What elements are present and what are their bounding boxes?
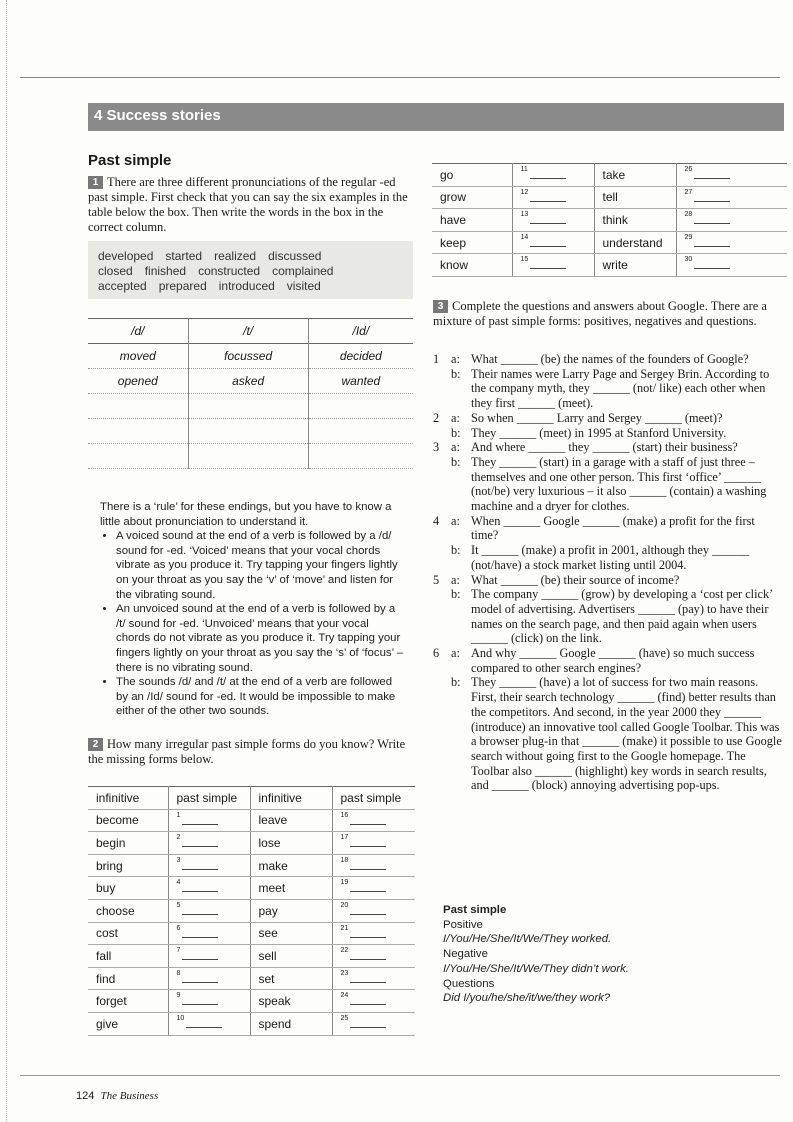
qa-letter: b:	[451, 366, 461, 381]
answer-blank	[350, 968, 386, 983]
blank-number: 14	[520, 233, 529, 241]
past-simple-blank	[512, 164, 594, 187]
exercise-1-text: There are three different pronunciations of the regular -ed past simple. First check that you can say the six examples in the table below the box. Then write the words in the box in the correct column.	[88, 175, 408, 234]
infinitive-cell: write	[594, 254, 676, 277]
irr-header: infinitive	[250, 787, 332, 810]
qa-text: Their names were Larry Page and Sergey Brin. According to the company myth, they ______ (not/ like) each other when they first ______ (meet).	[471, 366, 770, 411]
qa-item	[433, 514, 783, 543]
past-simple-blank	[512, 186, 594, 209]
infinitive-cell: understand	[594, 231, 676, 254]
irr-row	[88, 945, 415, 968]
qa-letter: b:	[451, 454, 461, 469]
word-box-line	[98, 249, 413, 264]
rule-item: • An unvoiced sound at the end of a verb is followed by a /t/ sound for -ed. ‘Unvoiced’ means that your vocal chords do not vibrate as you produce it. Try tapping your fingers lightly on your throat as you say the ‘s’ of ‘focus’ – there is no vibrating sound.	[116, 602, 405, 675]
infinitive-cell: choose	[88, 899, 168, 922]
answer-blank	[694, 254, 730, 269]
qa-item	[433, 675, 783, 793]
qa-item	[433, 573, 783, 588]
pronunciation-rules	[100, 500, 405, 719]
qa-text: It ______ (make) a profit in 2001, although they ______ (not/have) a stock market listing until 2004.	[471, 543, 749, 572]
qa-number: 2	[433, 410, 440, 425]
blank-number: 16	[340, 811, 349, 819]
past-simple-blank	[168, 945, 250, 968]
exercise-1-instructions	[88, 175, 413, 235]
past-simple-blank	[168, 899, 250, 922]
qa-letter: a:	[451, 572, 460, 587]
irr-row	[88, 854, 415, 877]
qa-item	[433, 646, 783, 675]
page-number: 124	[76, 1090, 95, 1102]
blank-number: 6	[176, 924, 181, 932]
irr-row	[88, 1012, 415, 1035]
past-simple-blank	[332, 899, 415, 922]
word-box-word: finished	[144, 264, 187, 278]
blank-number: 25	[340, 1014, 349, 1022]
infinitive-cell: spend	[250, 1012, 332, 1035]
qa-text: So when ______ Larry and Sergey ______ (meet)?	[471, 410, 723, 425]
infinitive-cell: grow	[432, 186, 512, 209]
word-box-word: developed	[98, 249, 154, 263]
irr-row	[432, 231, 787, 254]
pron-row	[88, 369, 413, 394]
rules-intro: There is a ‘rule’ for these endings, but you have to know a little about pronunciation to understand it.	[100, 501, 392, 528]
infinitive-cell: cost	[88, 922, 168, 945]
answer-blank	[530, 209, 566, 224]
word-box-word: constructed	[198, 264, 261, 278]
irr-header-row	[88, 787, 415, 810]
google-questions	[433, 352, 783, 793]
past-simple-blank	[168, 877, 250, 900]
qa-text: The company ______ (grow) by developing a ‘cost per click’ model of advertising. Advertisers ______ (pay) to have their names on the search page, and then paid again when users ______ (click) on the link.	[471, 587, 773, 646]
exercise-2-instructions	[88, 737, 408, 767]
past-simple-blank	[332, 967, 415, 990]
qa-number: 5	[433, 572, 440, 587]
past-simple-blank	[512, 231, 594, 254]
irr-header: past simple	[168, 787, 250, 810]
infinitive-cell: set	[250, 967, 332, 990]
grammar-negative: I/You/He/She/It/We/They didn’t work.	[443, 962, 629, 975]
qa-letter: a:	[451, 646, 460, 661]
page-footer	[76, 1090, 158, 1102]
blank-number: 2	[176, 834, 181, 842]
past-simple-blank	[676, 209, 787, 232]
answer-blank	[182, 832, 218, 847]
pron-cell	[188, 419, 308, 444]
past-simple-blank	[332, 945, 415, 968]
irr-row	[88, 967, 415, 990]
answer-blank	[182, 855, 218, 870]
unit-banner	[88, 103, 784, 131]
past-simple-blank	[676, 254, 787, 277]
answer-blank	[694, 232, 730, 247]
blank-number: 7	[176, 947, 181, 955]
pron-cell: focussed	[188, 344, 308, 369]
past-simple-blank	[168, 990, 250, 1013]
blank-number: 3	[176, 856, 181, 864]
answer-blank	[350, 900, 386, 915]
blank-number: 18	[340, 856, 349, 864]
past-simple-blank	[332, 877, 415, 900]
word-box-word: realized	[214, 249, 257, 263]
answer-blank	[182, 900, 218, 915]
qa-number: 3	[433, 440, 440, 455]
exercise-number-2: 2	[88, 738, 103, 751]
infinitive-cell: fall	[88, 945, 168, 968]
answer-blank	[350, 877, 386, 892]
blank-number: 21	[340, 924, 349, 932]
word-box-word: introduced	[218, 279, 275, 293]
infinitive-cell: forget	[88, 990, 168, 1013]
qa-item	[433, 426, 783, 441]
blank-number: 12	[520, 188, 529, 196]
qa-item	[433, 367, 783, 411]
grammar-questions: Did I/you/he/she/it/we/they work?	[443, 992, 611, 1005]
qa-item	[433, 440, 783, 455]
irregular-verbs-table-1	[88, 786, 415, 1036]
pron-cell	[88, 419, 188, 444]
past-simple-blank	[168, 809, 250, 832]
infinitive-cell: take	[594, 164, 676, 187]
grammar-box	[443, 903, 743, 1006]
exercise-2-text: How many irregular past simple forms do you know? Write the missing forms below.	[88, 737, 406, 766]
qa-item	[433, 352, 783, 367]
grammar-positive-label: Positive	[443, 918, 483, 931]
qa-text: And why ______ Google ______ (have) so much success compared to other search engines?	[471, 646, 755, 675]
answer-blank	[694, 187, 730, 202]
pron-cell: moved	[88, 344, 188, 369]
blank-number: 23	[340, 969, 349, 977]
blank-number: 13	[520, 211, 529, 219]
word-box-word: complained	[272, 264, 334, 278]
infinitive-cell: tell	[594, 186, 676, 209]
word-box-word: prepared	[158, 279, 207, 293]
qa-text: And where ______ they ______ (start) their business?	[471, 440, 738, 455]
answer-blank	[530, 254, 566, 269]
past-simple-blank	[676, 231, 787, 254]
blank-number: 10	[176, 1014, 185, 1022]
blank-number: 30	[684, 256, 693, 264]
blank-number: 20	[340, 901, 349, 909]
answer-blank	[350, 923, 386, 938]
blank-number: 26	[684, 166, 693, 173]
pron-cell	[88, 394, 188, 419]
word-box-line	[98, 279, 413, 294]
blank-number: 24	[340, 992, 349, 1000]
past-simple-blank	[332, 922, 415, 945]
past-simple-blank	[168, 922, 250, 945]
page-edge	[6, 0, 13, 1122]
irr-header: past simple	[332, 787, 415, 810]
qa-letter: b:	[451, 587, 461, 602]
irr-row	[88, 990, 415, 1013]
qa-item	[433, 411, 783, 426]
past-simple-blank	[512, 209, 594, 232]
answer-blank	[182, 968, 218, 983]
book-title: The Business	[100, 1090, 159, 1102]
infinitive-cell: sell	[250, 945, 332, 968]
answer-blank	[182, 990, 218, 1005]
pron-cell: asked	[188, 369, 308, 394]
blank-number: 1	[176, 811, 181, 819]
grammar-negative-label: Negative	[443, 948, 488, 961]
irr-row	[432, 254, 787, 277]
infinitive-cell: bring	[88, 854, 168, 877]
past-simple-blank	[676, 164, 787, 187]
infinitive-cell: see	[250, 922, 332, 945]
infinitive-cell: go	[432, 164, 512, 187]
irr-row	[432, 186, 787, 209]
infinitive-cell: lose	[250, 832, 332, 855]
infinitive-cell: buy	[88, 877, 168, 900]
word-box-line	[98, 264, 413, 279]
past-simple-blank	[168, 967, 250, 990]
grammar-title: Past simple	[443, 904, 507, 916]
infinitive-cell: leave	[250, 809, 332, 832]
past-simple-blank	[332, 832, 415, 855]
qa-text: They ______ (start) in a garage with a staff of just three – themselves and one other person. This first ‘office’ ______ (not/be) very luxurious – it also ______ (contain) a washing machine and a dryer for clothes.	[471, 454, 767, 514]
qa-text: What ______ (be) their source of income?	[471, 572, 680, 587]
irr-row	[88, 877, 415, 900]
qa-letter: a:	[451, 410, 460, 425]
irr-row	[432, 209, 787, 232]
infinitive-cell: meet	[250, 877, 332, 900]
blank-number: 19	[340, 879, 349, 887]
infinitive-cell: become	[88, 809, 168, 832]
pron-header: /t/	[188, 319, 308, 344]
answer-blank	[350, 990, 386, 1005]
answer-blank	[694, 164, 730, 179]
irr-row	[88, 922, 415, 945]
infinitive-cell: know	[432, 254, 512, 277]
pron-cell	[308, 394, 413, 419]
blank-number: 15	[520, 256, 529, 264]
grammar-positive: I/You/He/She/It/We/They worked.	[443, 933, 612, 946]
qa-number: 1	[433, 352, 440, 366]
pron-row	[88, 444, 413, 469]
infinitive-cell: make	[250, 854, 332, 877]
qa-number: 4	[433, 513, 440, 528]
pron-cell	[88, 444, 188, 469]
past-simple-blank	[168, 854, 250, 877]
qa-text: When ______ Google ______ (make) a profit for the first time?	[471, 513, 755, 543]
past-simple-blank	[332, 1012, 415, 1035]
past-simple-blank	[332, 809, 415, 832]
blank-number: 22	[340, 947, 349, 955]
word-box-word: closed	[98, 264, 133, 278]
infinitive-cell: have	[432, 209, 512, 232]
word-box-word: accepted	[98, 279, 147, 293]
qa-text: What ______ (be) the names of the founders of Google?	[471, 352, 749, 366]
answer-blank	[182, 923, 218, 938]
blank-number: 28	[684, 211, 693, 219]
irr-row	[88, 832, 415, 855]
blank-number: 27	[684, 188, 693, 196]
pron-cell: wanted	[308, 369, 413, 394]
pron-header: /Id/	[308, 319, 413, 344]
irregular-verbs-table-2	[432, 163, 787, 277]
pron-cell: decided	[308, 344, 413, 369]
past-simple-blank	[332, 990, 415, 1013]
answer-blank	[350, 810, 386, 825]
past-simple-blank	[168, 832, 250, 855]
pron-cell: opened	[88, 369, 188, 394]
word-box-word: discussed	[268, 249, 322, 263]
infinitive-cell: speak	[250, 990, 332, 1013]
bottom-rule	[20, 1075, 780, 1076]
blank-number: 11	[520, 166, 528, 173]
qa-letter: a:	[451, 352, 460, 366]
pron-cell	[308, 419, 413, 444]
past-simple-blank	[512, 254, 594, 277]
qa-number: 6	[433, 646, 440, 661]
word-box-word: visited	[286, 279, 321, 293]
infinitive-cell: find	[88, 967, 168, 990]
answer-blank	[350, 855, 386, 870]
blank-number: 8	[176, 969, 181, 977]
word-box	[88, 241, 413, 299]
rule-item: • A voiced sound at the end of a verb is followed by a /d/ sound for -ed. ‘Voiced’ means that your vocal chords vibrate as you produce it. Try tapping your fingers lightly on your throat as you say the ‘v’ of ‘move’ and listen for the vibrating sound.	[116, 529, 405, 602]
qa-item	[433, 543, 783, 572]
blank-number: 17	[340, 834, 349, 842]
top-rule	[20, 77, 780, 78]
word-box-word: started	[165, 249, 203, 263]
qa-letter: a:	[451, 440, 460, 455]
answer-blank	[530, 164, 566, 179]
exercise-number-1: 1	[88, 176, 103, 189]
irr-header: infinitive	[88, 787, 168, 810]
irr-row	[432, 164, 787, 187]
answer-blank	[186, 1013, 222, 1028]
pron-header: /d/	[88, 319, 188, 344]
exercise-3-instructions	[433, 299, 783, 329]
qa-item	[433, 587, 783, 646]
infinitive-cell: pay	[250, 899, 332, 922]
qa-letter: a:	[451, 513, 460, 528]
qa-letter: b:	[451, 675, 461, 690]
blank-number: 5	[176, 901, 181, 909]
past-simple-blank	[332, 854, 415, 877]
infinitive-cell: begin	[88, 832, 168, 855]
answer-blank	[182, 810, 218, 825]
answer-blank	[350, 1013, 386, 1028]
unit-title: 4 Success stories	[94, 107, 221, 124]
rules-list	[100, 529, 405, 719]
answer-blank	[350, 832, 386, 847]
answer-blank	[182, 945, 218, 960]
qa-text: They ______ (meet) in 1995 at Stanford University.	[471, 425, 727, 440]
rule-item: • The sounds /d/ and /t/ at the end of a verb are followed by an /Id/ sound for -ed. It would be impossible to make either of the other two sounds.	[116, 675, 405, 719]
pron-cell	[188, 394, 308, 419]
pron-cell	[188, 444, 308, 469]
qa-item	[433, 455, 783, 514]
pron-row	[88, 394, 413, 419]
qa-letter: b:	[451, 543, 461, 558]
exercise-3-text: Complete the questions and answers about Google. There are a mixture of past simple forms: positives, negatives and questions.	[433, 299, 767, 328]
past-simple-blank	[168, 1012, 250, 1035]
blank-number: 4	[176, 879, 181, 887]
past-simple-blank	[676, 186, 787, 209]
qa-letter: b:	[451, 425, 461, 440]
grammar-questions-label: Questions	[443, 977, 495, 990]
section-heading: Past simple	[88, 152, 172, 169]
answer-blank	[530, 187, 566, 202]
infinitive-cell: give	[88, 1012, 168, 1035]
qa-text: They ______ (have) a lot of success for two main reasons. First, their search technology ______ (find) better results than the competitors. And second, in the year 2000 they ______ (introduce) an innovative tool called Google Toolbar. This was a browser plug-in that ______ (make) it possible to use Google search without going first to the Google homepage. The Toolbar also ______ (highlight) key words in search results, and ______ (block) annoying advertising pop-ups.	[471, 675, 782, 793]
irr-row	[88, 899, 415, 922]
blank-number: 29	[684, 233, 693, 241]
answer-blank	[350, 945, 386, 960]
infinitive-cell: think	[594, 209, 676, 232]
irr-row	[88, 809, 415, 832]
blank-number: 9	[176, 992, 181, 1000]
pron-row	[88, 419, 413, 444]
pronunciation-table	[88, 318, 413, 469]
exercise-number-3: 3	[433, 300, 448, 313]
answer-blank	[694, 209, 730, 224]
pron-cell	[308, 444, 413, 469]
infinitive-cell: keep	[432, 231, 512, 254]
answer-blank	[530, 232, 566, 247]
answer-blank	[182, 877, 218, 892]
pron-row	[88, 344, 413, 369]
